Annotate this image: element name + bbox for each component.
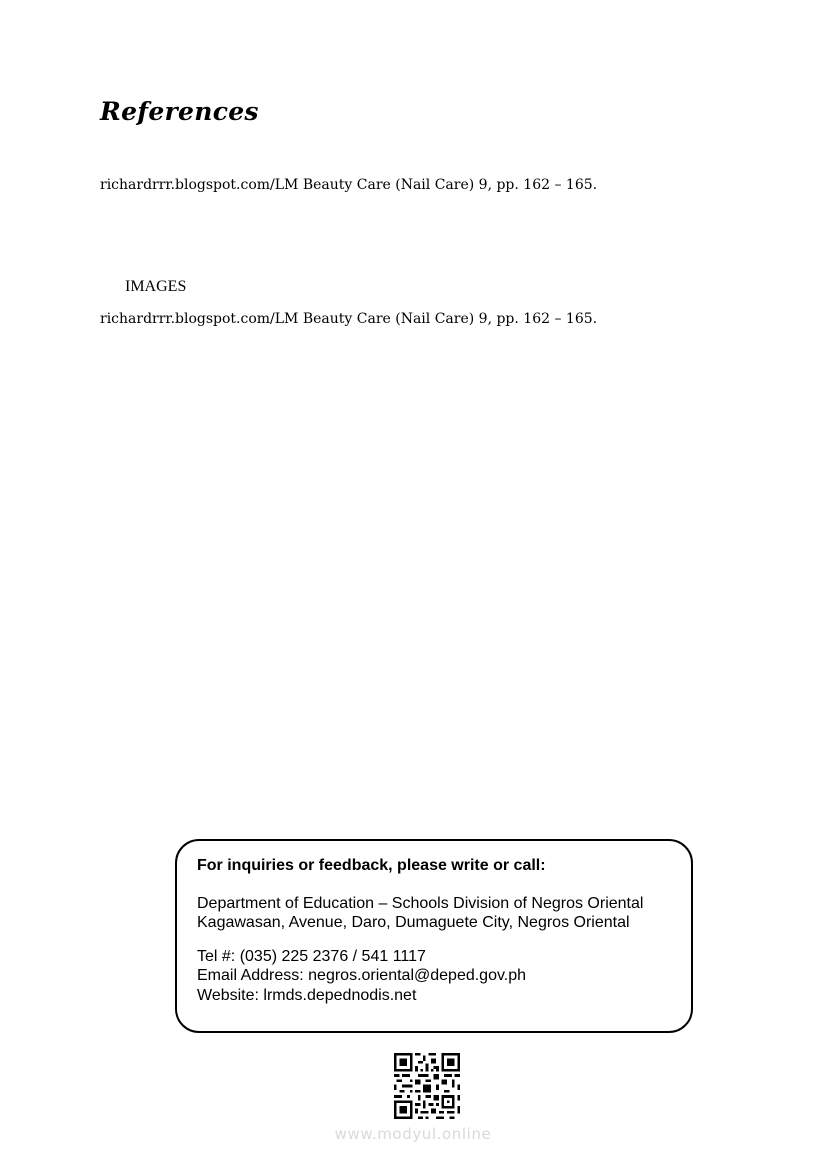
contact-tel: Tel #: (035) 225 2376 / 541 1117 bbox=[197, 947, 426, 965]
contact-box bbox=[175, 839, 693, 1033]
qr-code-icon bbox=[394, 1053, 460, 1119]
page-title: References bbox=[100, 97, 259, 126]
contact-website: Website: lrmds.depednodis.net bbox=[197, 986, 417, 1004]
reference-entry: richardrrr.blogspot.com/LM Beauty Care (Nail Care) 9, pp. 162 – 165. bbox=[100, 177, 598, 193]
contact-details-block bbox=[197, 947, 673, 1006]
images-heading: IMAGES bbox=[125, 278, 187, 295]
watermark-text: www.modyul.online bbox=[334, 1125, 492, 1143]
image-reference-entry: richardrrr.blogspot.com/LM Beauty Care (Nail Care) 9, pp. 162 – 165. bbox=[100, 311, 598, 327]
contact-heading: For inquiries or feedback, please write or call: bbox=[197, 857, 546, 874]
contact-org-line: Department of Education – Schools Division of Negros Oriental bbox=[197, 894, 644, 912]
contact-email: Email Address: negros.oriental@deped.gov.ph bbox=[197, 967, 527, 984]
contact-address-block bbox=[197, 894, 673, 933]
contact-address-line: Kagawasan, Avenue, Daro, Dumaguete City, Negros Oriental bbox=[197, 914, 630, 931]
